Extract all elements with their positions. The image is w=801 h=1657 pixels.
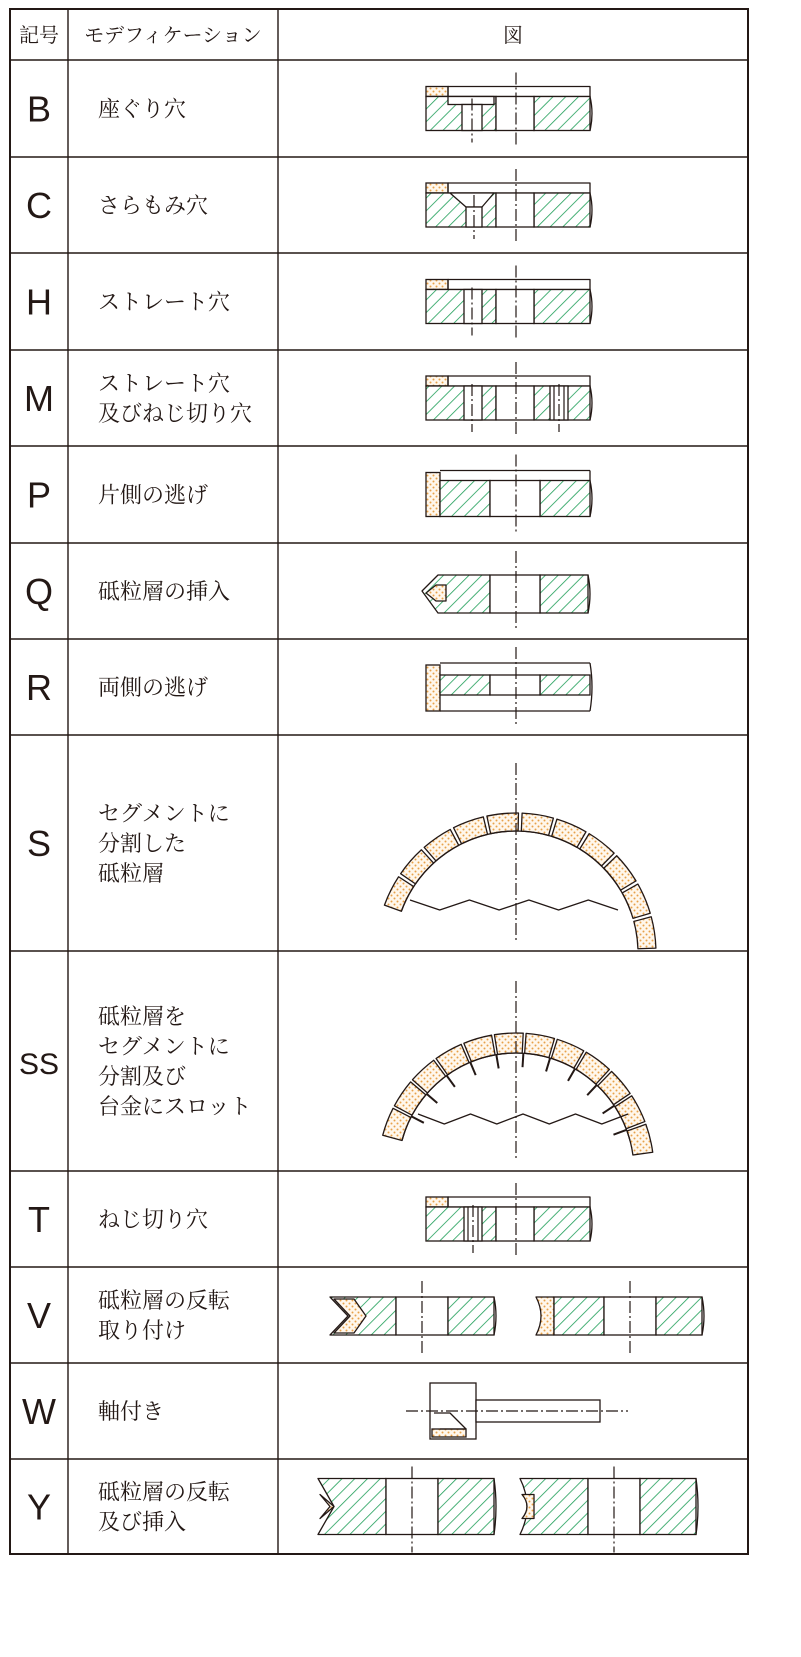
modification-text-line: ねじ切り穴 xyxy=(98,1208,209,1233)
modification-text-line: 砥粒層 xyxy=(98,862,165,887)
row-symbol: W xyxy=(22,1391,56,1432)
modification-text-line: 砥粒層の反転 xyxy=(98,1480,231,1506)
figure-reversed-and-inserted xyxy=(318,1467,698,1553)
figure-relief-one-side xyxy=(426,455,592,535)
modification-text-line: 砥粒層を xyxy=(98,1005,187,1030)
figure-straight-hole xyxy=(426,266,592,338)
row-symbol: T xyxy=(28,1199,50,1240)
figure-straight-and-tapped-hole xyxy=(426,362,592,434)
row-symbol: V xyxy=(26,1295,52,1336)
row-symbol: P xyxy=(26,474,52,516)
row-symbol: Q xyxy=(24,571,54,612)
modification-text-line: セグメントに xyxy=(98,802,230,827)
modification-text-line: 分割した xyxy=(98,832,187,857)
row-symbol: R xyxy=(26,667,52,708)
header-symbol: 記号 xyxy=(19,23,59,47)
modification-text-line: 片側の逃げ xyxy=(98,483,209,509)
modification-text-line: さらもみ穴 xyxy=(98,194,209,219)
row-symbol: M xyxy=(24,378,54,419)
header-figure: 図 xyxy=(503,23,523,47)
modification-text-line: セグメントに xyxy=(98,1035,230,1060)
figures xyxy=(318,73,704,1553)
modification-text-line: 両側の逃げ xyxy=(98,676,209,701)
modification-text-line: 及び挿入 xyxy=(98,1510,187,1536)
figure-segmented-and-slotted xyxy=(383,981,653,1161)
modification-text-line: 砥粒層の反転 xyxy=(98,1289,231,1314)
modification-text-line: ストレート穴 xyxy=(98,290,231,316)
modification-text-line: ストレート穴 xyxy=(98,372,231,397)
modification-text-line: 座ぐり穴 xyxy=(98,97,187,123)
row-symbol: S xyxy=(26,823,52,864)
row-symbol: C xyxy=(26,185,52,226)
modification-text-line: 台金にスロット xyxy=(98,1095,252,1120)
modification-text-line: 取り付け xyxy=(98,1319,187,1344)
figure-counterbore-hole xyxy=(426,73,592,145)
figure-tapped-hole xyxy=(426,1183,592,1255)
figure-countersink-hole xyxy=(426,169,592,241)
figure-segmented-abrasive-layer xyxy=(384,763,655,949)
row-symbol: Y xyxy=(26,1486,52,1528)
figure-reversed-mounting xyxy=(330,1281,704,1353)
row-symbol: H xyxy=(26,281,52,323)
figure-with-shaft xyxy=(406,1383,628,1439)
row-symbol: B xyxy=(26,88,52,130)
modification-text-line: 分割及び xyxy=(98,1065,187,1090)
row-symbol: SS xyxy=(18,1048,60,1081)
modification-text-line: 軸付き xyxy=(98,1400,165,1425)
header-modification: モデフィケーション xyxy=(84,23,262,47)
figure-relief-both-sides xyxy=(426,647,592,727)
modification-text-line: 及びねじ切り穴 xyxy=(98,402,253,427)
figure-inserted-abrasive-layer xyxy=(422,551,590,631)
modification-text-line: 砥粒層の挿入 xyxy=(98,580,231,605)
